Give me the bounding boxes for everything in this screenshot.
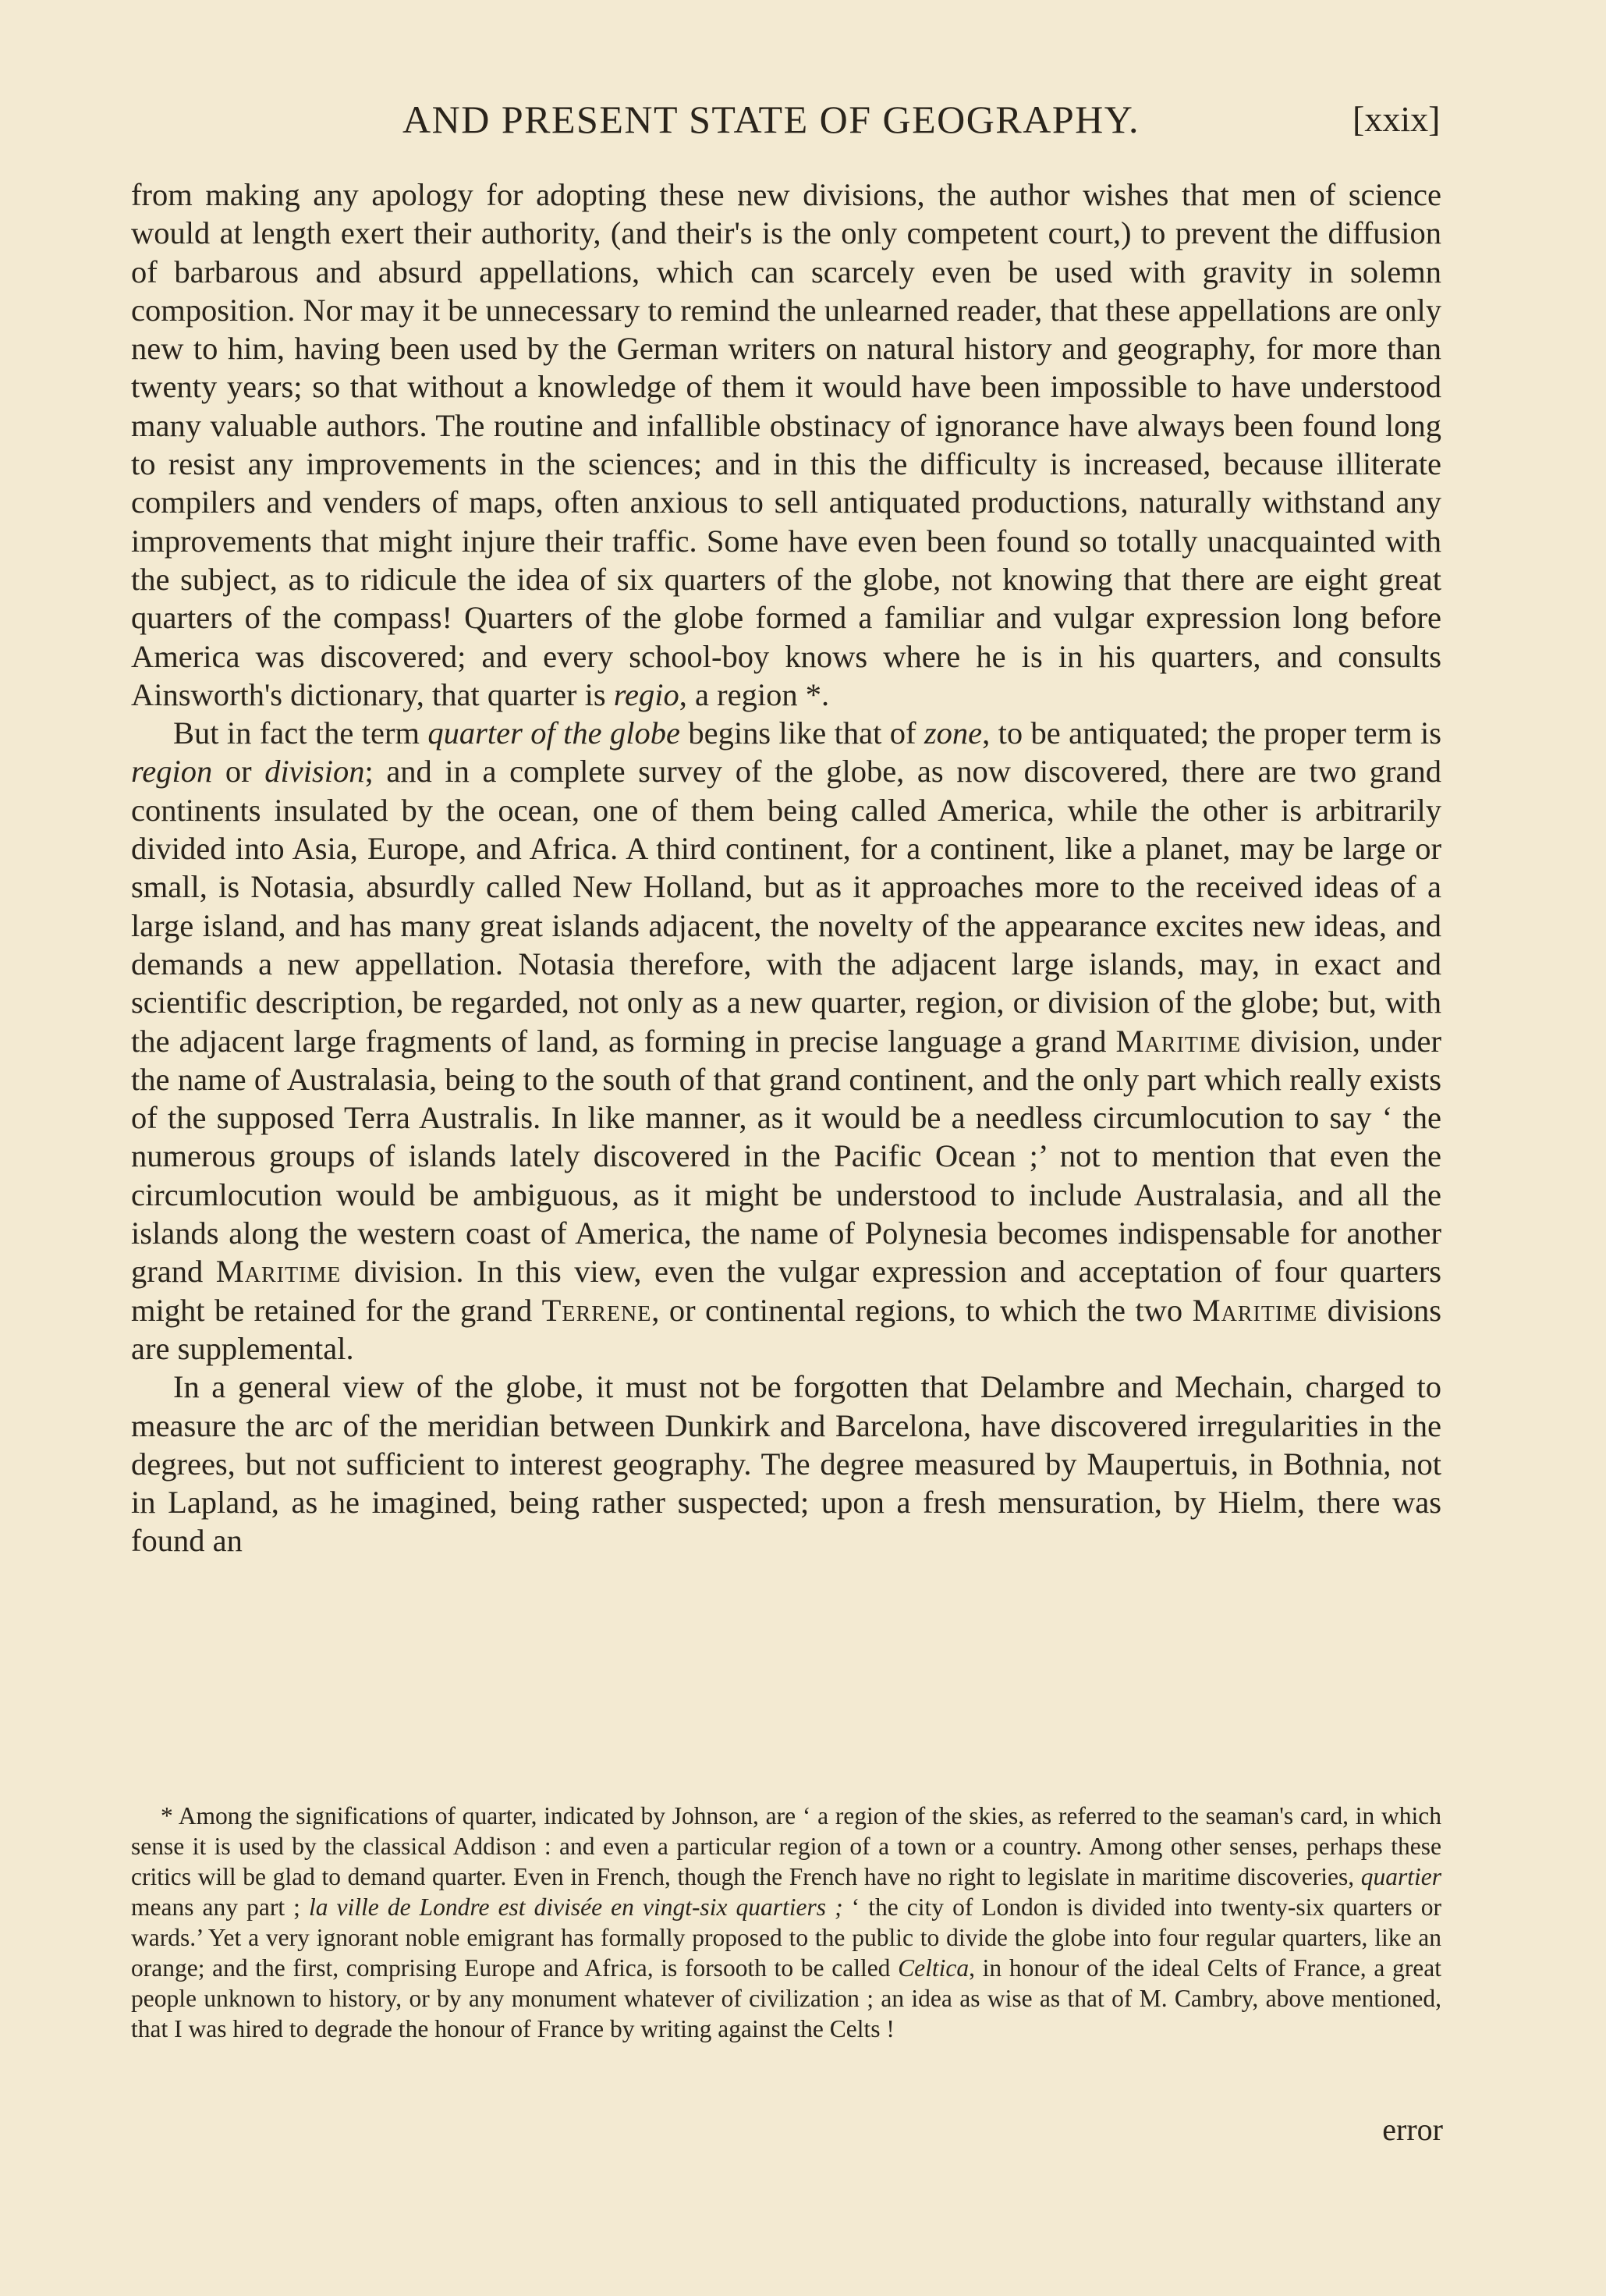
smallcaps-maritime-1: Maritime xyxy=(1115,1023,1242,1059)
italic-regio: regio xyxy=(613,676,679,712)
smallcaps-maritime-2: Maritime xyxy=(215,1254,342,1290)
italic-celtica: Celtica xyxy=(898,1954,970,1982)
italic-la-ville: la ville de Londre est divisée en vingt-six quartiers ; xyxy=(308,1893,843,1921)
footnote-text-d: , in honour of the ideal Celts of France, a great people unknown to history, or by any monument whatever of civilization ; an idea as wise as that of M. Cambry, above mentioned, that I was hired to degrade the honour of France by writing against the Celts ! xyxy=(131,1954,1441,2042)
footnote-text xyxy=(131,1801,1441,2044)
paragraph-1-end: , a region *. xyxy=(679,676,830,712)
paragraph-2-text-c: , to be antiquated; the proper term is xyxy=(982,715,1441,751)
paragraph-2-text-i: divisions are supplemental. xyxy=(131,1292,1442,1366)
footnote-text-c: ‘ the city of London is divided into twenty-six quarters or wards.’ Yet a very ignorant noble emigrant has formally proposed to the public to divide the globe into four regular quarters, like an orange; and the first, comprising Europe and Africa, is forsooth to be called xyxy=(131,1893,1441,1982)
footnote-text-b: means any part ; xyxy=(131,1893,309,1921)
paragraph-2-text-d: or xyxy=(212,754,265,790)
paragraph-2-text-a: But in fact the term xyxy=(173,715,428,751)
page-number: [xxix] xyxy=(1353,99,1441,139)
smallcaps-maritime-3: Maritime xyxy=(1192,1292,1318,1328)
italic-quarter-of-the-globe: quarter of the globe xyxy=(427,715,680,751)
italic-zone: zone xyxy=(924,715,983,751)
paragraph-2-text-f: division, under the name of Australasia, being to the south of that grand continent, and the only part which really exists of the supposed Terra Australis. In like manner, as it would be a needless circumlocution to say ‘ the numerous groups of islands lately discovered in the Pacific Ocean ;’ not to mention that even the circumlocution would be ambiguous, as it might be understood to include Australasia, and all the islands along the western coast of America, the name of Polynesia becomes indispensable for another grand xyxy=(131,1023,1442,1290)
paragraph-2-text-h: , or continental regions, to which the two xyxy=(651,1292,1193,1328)
paragraph-2-text-e: ; and in a complete survey of the globe, as now discovered, there are two grand continents insulated by the ocean, one of them being called America, while the other is arbitrarily divided into Asia, Europe, and Africa. A third continent, for a continent, like a planet, may be large or small, is Notasia, absurdly called New Holland, but as it approaches more to the received ideas of a large island, and has many great islands adjacent, the novelty of the appearance excites new ideas, and demands a new appellation. Notasia therefore, with the adjacent large islands, may, in exact and scientific description, be regarded, not only as a new quarter, region, or division of the globe; but, with the adjacent large fragments of land, as forming in precise language a grand xyxy=(131,754,1441,1059)
smallcaps-terrene: Terrene xyxy=(541,1292,652,1328)
paragraph-2-text-g: division. In this view, even the vulgar expression and acceptation of four quarters might be retained for the grand xyxy=(131,1254,1442,1328)
italic-region: region xyxy=(131,754,213,790)
paragraph-3: In a general view of the globe, it must not be forgotten that Delambre and Mechain, charged to measure the arc of the meridian between Dunkirk and Barcelona, have discovered irregularities in the degrees, but not sufficient to interest geography. The degree measured by Maupertuis, in Bothnia, not in Lapland, as he imagined, being rather suspected; upon a fresh mensuration, by Hielm, there was found an xyxy=(131,1369,1441,1559)
paragraph-2 xyxy=(131,714,1441,1368)
paragraph-1-text: from making any apology for adopting these new divisions, the author wishes that men of science would at length exert their authority, (and their's is the only competent court,) to prevent the diffusion of barbarous and absurd appellations, which can scarcely even be used with gravity in solemn composition. Nor may it be unnecessary to remind the unlearned reader, that these appellations are only new to him, having been used by the German writers on natural history and geography, for more than twenty years; so that without a knowledge of them it would have been impossible to have understood many valuable authors. The routine and infallible obstinacy of ignorance have always been found long to resist any improvements in the sciences; and in this the difficulty is increased, because illiterate compilers and venders of maps, often anxious to sell antiquated productions, naturally withstand any improvements that might injure their traffic. Some have even been found so totally unacquainted with the subject, as to ridicule the idea of six quarters of the globe, not knowing that there are eight great quarters of the compass! Quarters of the globe formed a familiar and vulgar expression long before America was discovered; and every school-boy knows where he is in his quarters, and consults Ainsworth's dictionary, that quarter is xyxy=(131,177,1441,712)
catchword: error xyxy=(1382,2112,1443,2147)
italic-division: division xyxy=(264,754,365,790)
page-header xyxy=(402,92,1448,147)
footnote xyxy=(131,1801,1441,2044)
body-text xyxy=(131,176,1441,1560)
running-title: AND PRESENT STATE OF GEOGRAPHY. xyxy=(402,98,1140,141)
italic-quartier: quartier xyxy=(1360,1863,1441,1890)
footnote-text-a: * Among the significations of quarter, indicated by Johnson, are ‘ a region of the skies, as referred to the seaman's card, in which sense it is used by the classical Addison : and even a particular region of a town or a country. Among other senses, perhaps these critics will be glad to demand quarter. Even in French, though the French have no right to legislate in maritime discoveries, xyxy=(131,1802,1441,1890)
paragraph-1 xyxy=(131,176,1441,714)
paragraph-2-text-b: begins like that of xyxy=(679,715,924,751)
